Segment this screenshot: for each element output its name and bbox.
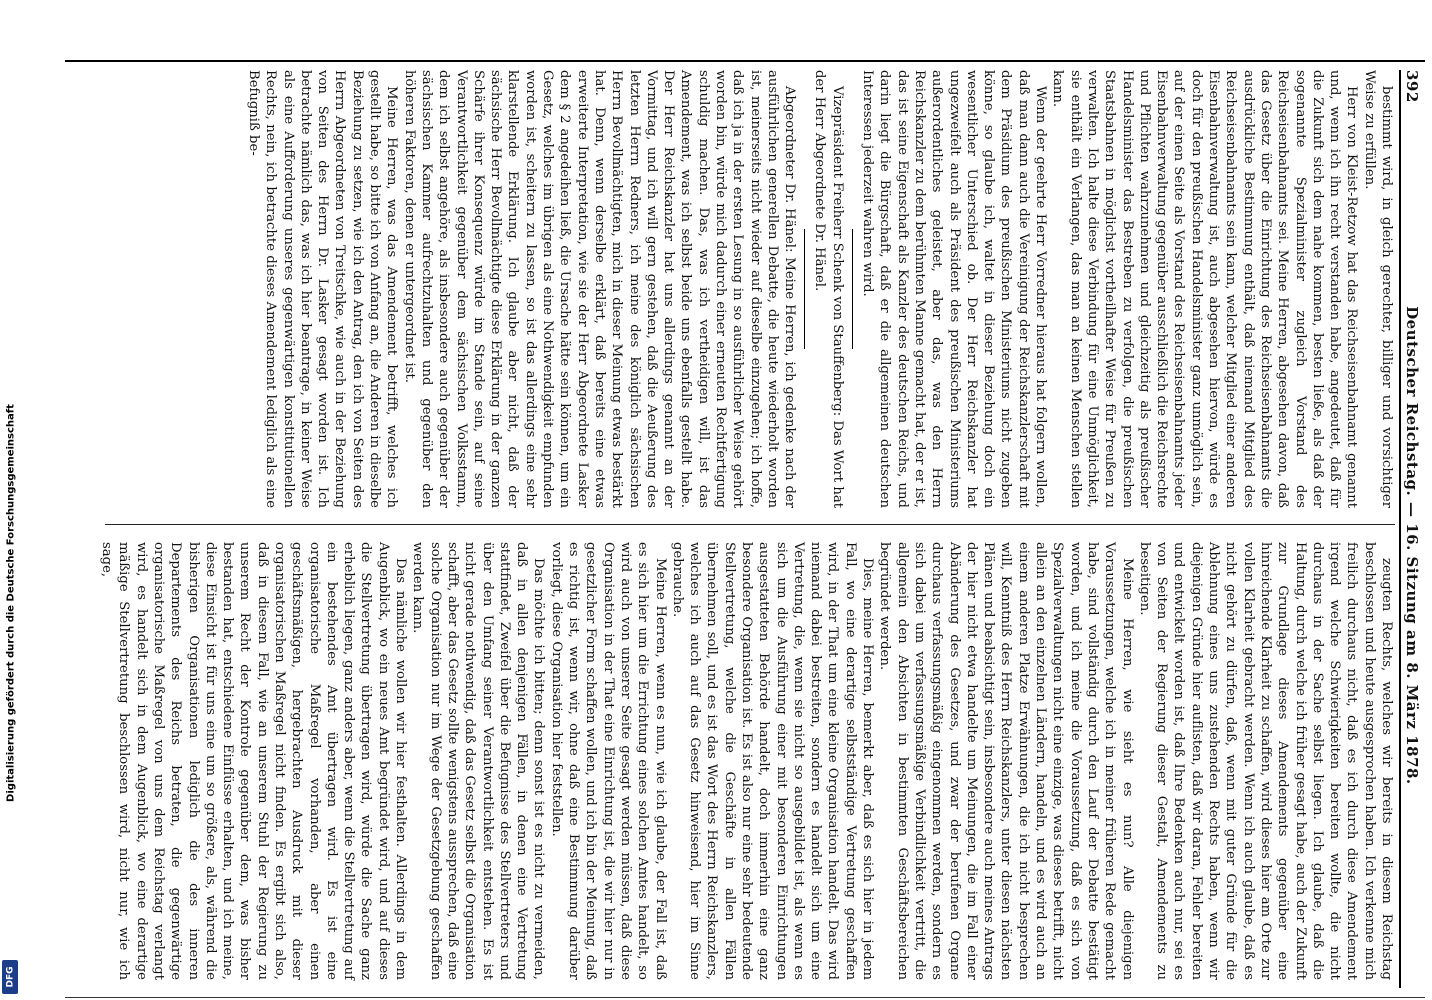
paragraph: Dies, meine Herren, bemerkt aber, daß es sich hier in jedem Fall, wo eine derartige selbstständige Vertretung geschaffen wird, in der That um eine kleine Organisation handelt. Das wird niemand dabei bestreiten, sondern es handelt sich um eine Vertretung, die, wenn sie nicht so ausgebildet ist, als wenn es sich um die Ausführung einer mit besonderen Einrichtungen ausgestatteten Behörde handelt, doch immerhin eine ganz besondere Organisation ist. Es ist also nur eine sehr bedeutende Stellvertretung, welche die Geschäfte in allen Fällen übernehmen soll, und es ist das Wort des Herrn Reichskanzlers, welches ich auch auf das Gesetz hinweisend, hier im Sinne gebrauche.	[669, 542, 876, 980]
paragraph: Meine Herren, was das Amendement betrifft, welches ich gestellt habe, so bitte ich von Anfang an, die Anderen in dieselbe Beziehung zu setzen, wie ich den Antrag, den ich von Seiten des Herrn Abgeordneten von Treitschke, wie auch in der Beziehung von Seiten des Herrn Dr. Lasker gesagt worden ist. Ich betrachte nämlich das, was ich hier beantrage, in keiner Weise als eine Aufforderung unseres gegenwärtigen konstitutionellen Rechts, nein, ich betrachte dieses Amendement lediglich als eine Befugniß be-	[246, 70, 400, 508]
paragraph: Herr von Kleist-Retzow hat das Reichseisenbahnamt genannt und, wenn ich ihn recht verstanden habe, angedeutet, daß für die Zukunft sich dem nahe kommen, besten ließe, als daß der sogenannte Spezialminister zugleich Vorstand des Reichseisenbahnamts sei. Meine Herren, abgesehen davon, daß das Gesetz über die Einrichtung des Reichseisenbahnamts die ausdrückliche Bestimmung enthält, daß niemand Mitglied des Reichseisenbahnamts sein kann, welcher Mitglied einer anderen Eisenbahnverwaltung ist, auch abgesehen hiervon, würde es doch für den preußischen Handelsminister ganz unmöglich sein, auf der einen Seite als Vorstand des Reichseisenbahnamts jeder Eisenbahnverwaltung gegenüber ausschließlich die Reichsrechte und Pflichten wahrzunehmen und gleichzeitig als preußischer Handelsminister das Bestreben zu verfolgen, die preußischen Staatsbahnen in möglichst vortheilhafter Weise für Preußen zu verwalten. Ich halte diese Verbindung für eine Unmöglichkeit, sie enthält ein Verlangen, das man an keinen Menschen stellen kann.	[1050, 70, 1360, 508]
paragraph: Wenn der geehrte Herr Vorredner hieraus hat folgern wollen, daß man dann auch die Vereinigung der Reichskanzlerschaft mit dem Präsidium des preußischen Ministeriums nicht zugeben könne, so glaube ich, waltet in dieser Beziehung doch ein wesentlicher Unterschied ob. Der Herr Reichskanzler hat ungezweifelt auch als Präsident des preußischen Ministeriums außerordentliches geleistet, aber das, was den Herrn Reichskanzler zu dem berühmten Manne gemacht hat, der er ist, das ist seine Eigenschaft als Kanzler des deutschen Reichs, und darin liegt die Bürgschaft, daß er die allgemeinen deutschen Interessen jederzeit wahren wird.	[860, 70, 1049, 508]
running-head	[1402, 70, 1422, 988]
paragraph: zeugten Rechts, welches wir bereits in diesem Reichstag beschlossen und heute ausgesprochen haben. Ich verkenne mich freilich durchaus nicht, daß es ich durch diese Amendement irgend welche Schwierigkeiten bereiten wollte, die nicht durchaus in der Sache selbst liegen. Ich glaube, daß die Haltung, durch welche ich früher gesagt habe, auch der Zukunft zur Grundlage dieses Amendements gegenüber eine hinreichende Klarheit zu schaffen, wird dieses hier am Orte zur vollen Klarheit gebracht werden. Wenn ich auch glaube, daß es nicht gehört zu dürfen, daß, wenn mit guter Gründe für die Ablehnung eines uns zustehenden Rechts haben, wenn wir diejenigen Gründe hier auflisten, daß wir daran, Fehler bereiten und entwickelt worden ist, daß Ihre Bedenken auch nur, sei es von Seiten der Regierung dieser Gestalt, Amendements zu beseitigen.	[1136, 542, 1394, 980]
dfg-logo-icon	[2, 960, 18, 994]
page-header-title: Deutscher Reichstag. — 16. Sitzung am 8. März 1878.	[1403, 306, 1421, 785]
section-divider	[852, 229, 853, 349]
section-divider	[804, 229, 805, 349]
paragraph: Vizepräsident Freiherr Schenk von Stauffenberg: Das Wort hat der Herr Abgeordnete Dr. Hänel.	[812, 70, 845, 508]
credit-text: Digitalisierung gefördert durch die Deutsche Forschungsgemeinschaft	[5, 404, 17, 802]
page-number: 392	[1403, 70, 1421, 103]
credit-sidebar	[0, 0, 22, 1000]
paragraph: Abgeordneter Dr. Hänel: Meine Herren, ich gedenke nach der ausführlichen generellen Debatte, die heute wiederholt worden ist, meinerseits nicht wieder auf dieselbe einzugehen; ich hoffe, daß ich ja in der ersten Lesung in so ausführlicher Weise gehört worden bin, würde mich dadurch einer erneuten Rechtfertigung schuldig machen. Das, was ich vertheidigen will, ist das Amendement, was ich selbst beide uns ebenfalls gestellt habe. Der Herr Reichskanzler hat uns allerdings genannt an der Vormittag, und ich will gern gestehen, daß die Aeußerung des letzten Herrn Redners, ich meine des königlich sächsischen Herrn Bevollmächtigten, mich in dieser Meinung etwas bestärkt hat. Denn, wenn derselbe erklärt, daß bereits eine etwas erweiterte Interpretation, wie sie der Herr Abgeordnete Lasker dem § 2 angedeihen ließ, die Ursache hätte sein können, um ein Gesetz, welches im übrigen als eine Nothwendigkeit empfunden worden ist, scheitern zu lassen, so ist das allerdings eine sehr klarstellende Erklärung. Ich glaube aber nicht, daß der sächsische Herr Bevollmächtigte diese Erklärung in der ganzen Schärfe ihrer Konsequenz würde im Stande sein, auf seine Verantwortlichkeit gegenüber dem sächsischen Volksstamm, dem ich selbst angehöre, als insbesondere auch gegenüber der sächsischen Kammer aufrechtzuhalten und gegenüber den höheren Faktoren, denen er untergeordnet ist.	[401, 70, 798, 508]
dfg-logo-text: DFG	[5, 966, 16, 988]
paragraph: Meine Herren, wenn es nun, wie ich glaube, der Fall ist, daß es sich hier um die Errichtung eines solchen Amtes handelt, so wird auch von unserer Seite gesagt werden müssen, daß diese Organisation in der That eine Einrichtung ist, die wir hier nur in gesetzlicher Form schaffen wollen, und ich bin der Meinung, daß es richtig ist, wenn wir, ohne daß eine Bestimmung darüber vorliegt, diese Organisation hier feststellen.	[548, 542, 668, 980]
text-column-right	[99, 542, 1395, 980]
paragraph: bestimmt wird, in gleich gerechter, billiger und vorsichtiger Weise zu erfüllen.	[1361, 70, 1394, 508]
header-rule	[1399, 70, 1401, 988]
paragraph: Das möchte ich bitten; denn sonst ist es nicht zu vermeiden, daß in allen denjenigen Fällen, in denen eine Vertretung stattfindet, Zweifel über die Befugnisse des Stellvertreters und über den Umfang seiner Verantwortlichkeit entstehen. Es ist nicht gerade nothwendig, daß das Gesetz selbst die Organisation schafft, aber das Gesetz sollte wenigstens aussprechen, daß eine solche Organisation nur im Wege der Gesetzgebung geschaffen werden kann.	[410, 542, 547, 980]
page-content	[65, 62, 1425, 997]
paragraph: Das nämliche wollen wir hier festhalten. Allerdings in dem Augenblick, wo ein neues Amt begründet wird, und auf dieses die Stellvertretung übertragen wird, würde die Sache ganz erheblich liegen, ganz anders aber, wenn die Stellvertretung auf ein bestehendes Amt übertragen wird. Es ist eine organisatorische Maßregel vorhanden, aber einen geschäftsmäßigen, hergebrachten Ausdruck mit dieser organisatorischen Maßregel nicht finden. Es ergibt sich also, daß in diesem Fall, wie an unserem Stuhl der Regierung zu unserem Recht der Kontrole gegenüber dem, was bisher bestanden hat, entschiedene Einflüsse erhalten, und ich meine, diese Einsicht ist für uns eine um so größere, als, während die bisherigen Organisationen lediglich die des inneren Departements des Reichs betraten, die gegenwärtige organisatorische Maßregel von uns dem Reichstag verlangt wird, es handelt sich in dem Augenblick, wo eine derartige mäßige Stellvertretung beschlossen wird, nicht nur, wie ich sage,	[99, 542, 409, 980]
text-column-left	[105, 70, 1395, 508]
scanned-page	[65, 60, 1425, 998]
column-divider	[105, 524, 1395, 525]
paragraph: Meine Herren, wie sieht es nun? Alle diejenigen Voraussetzungen, welche ich in meiner früheren Rede gemacht habe, sind vollständig durch den Lauf der Debatte bestätigt worden, und ich meine die Voraussetzung, daß es sich von Spezialverwaltungen nicht eine einzige, was dieses betrifft, nicht allein an den einzelnen Ländern, handeln, und es wird auch an einem anderen Platze Erwähnungen, die ich nicht besprechen will, Kenntniß des Herrn Reichskanzlers, unter diesen nächsten Plänen und beabsichtigt sein, insbesondere auch meines Antrags der hier nicht etwa handelte um Meinungen, die im Fall einer Abänderung des Gesetzes, und zwar der berufenen Organe durchaus verfassungsmäßig eingenommen werden, sondern es sich dabei um verfassungsmäßige Verbindlichkeit vertritt, die allgemein den Absichten in bestimmten Geschäftsbereichen begründet werden.	[877, 542, 1135, 980]
